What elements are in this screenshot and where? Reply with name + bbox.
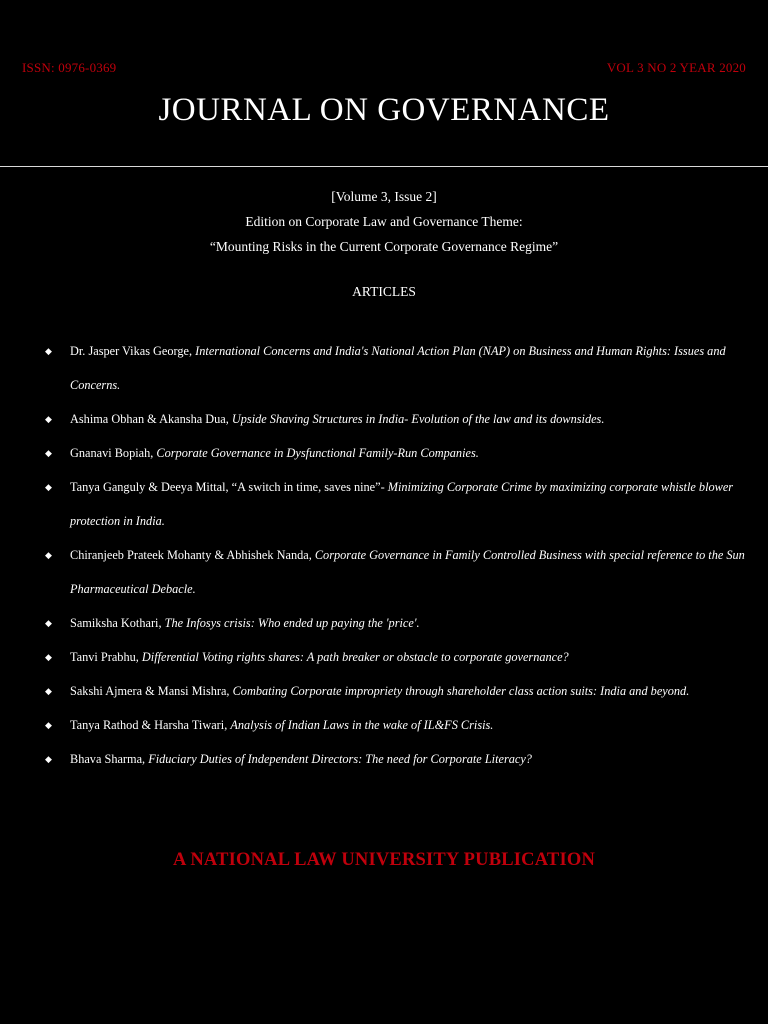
list-item <box>40 334 768 402</box>
article-authors: Samiksha Kothari, <box>70 616 165 630</box>
diamond-bullet-icon: ◆ <box>45 482 52 492</box>
diamond-bullet-icon: ◆ <box>45 754 52 764</box>
edition-theme-title: “Mounting Risks in the Current Corporate Governance Regime” <box>209 239 559 254</box>
article-title: Corporate Governance in Family Controlled Business with special reference to the Sun Pharmaceutical Debacle. <box>70 548 745 596</box>
list-item <box>40 606 768 640</box>
article-title: International Concerns and India's National Action Plan (NAP) on Business and Human Rights: Issues and Concerns. <box>70 344 726 392</box>
diamond-bullet-icon: ◆ <box>45 652 52 662</box>
list-item <box>40 742 768 776</box>
volume-year-label: VOL 3 NO 2 YEAR 2020 <box>606 60 746 75</box>
article-title: Differential Voting rights shares: A path breaker or obstacle to corporate governance? <box>141 650 569 664</box>
article-title: Analysis of Indian Laws in the wake of IL&FS Crisis. <box>230 718 494 732</box>
article-list <box>40 334 768 776</box>
article-authors: Chiranjeeb Prateek Mohanty & Abhishek Nanda, <box>70 548 315 562</box>
diamond-bullet-icon: ◆ <box>45 686 52 696</box>
article-title: Corporate Governance in Dysfunctional Family-Run Companies. <box>156 446 479 460</box>
article-authors: Tanvi Prabhu, <box>70 650 142 664</box>
article-title: The Infosys crisis: Who ended up paying the 'price'. <box>164 616 420 630</box>
list-item <box>40 538 768 606</box>
diamond-bullet-icon: ◆ <box>45 414 52 424</box>
diamond-bullet-icon: ◆ <box>45 618 52 628</box>
journal-title: JOURNAL ON GOVERNANCE <box>158 92 610 128</box>
article-title: Upside Shaving Structures in India- Evolution of the law and its downsides. <box>231 412 605 426</box>
edition-info <box>0 184 768 259</box>
list-item <box>40 640 768 674</box>
publisher-footer: A NATIONAL LAW UNIVERSITY PUBLICATION <box>172 850 596 870</box>
article-authors: Dr. Jasper Vikas George, <box>70 344 196 358</box>
diamond-bullet-icon: ◆ <box>45 346 52 356</box>
article-authors: Tanya Rathod & Harsha Tiwari, <box>70 718 231 732</box>
edition-volume-issue: [Volume 3, Issue 2] <box>331 189 437 204</box>
list-item <box>40 436 768 470</box>
article-authors: Tanya Ganguly & Deeya Mittal, “A switch in time, saves nine”- <box>70 480 388 494</box>
articles-heading: ARTICLES <box>352 284 416 299</box>
article-authors: Ashima Obhan & Akansha Dua, <box>70 412 232 426</box>
article-authors: Bhava Sharma, <box>70 752 149 766</box>
article-title: Fiduciary Duties of Independent Directors: The need for Corporate Literacy? <box>148 752 532 766</box>
list-item <box>40 708 768 742</box>
header-divider <box>0 166 768 167</box>
article-authors: Sakshi Ajmera & Mansi Mishra, <box>70 684 233 698</box>
diamond-bullet-icon: ◆ <box>45 448 52 458</box>
article-title: Combating Corporate impropriety through shareholder class action suits: India and beyond. <box>232 684 690 698</box>
diamond-bullet-icon: ◆ <box>45 550 52 560</box>
article-title: Minimizing Corporate Crime by maximizing corporate whistle blower protection in India. <box>70 480 734 528</box>
issn-label: ISSN: 0976-0369 <box>22 60 117 75</box>
list-item <box>40 402 768 436</box>
edition-theme-label: Edition on Corporate Law and Governance Theme: <box>245 214 523 229</box>
article-authors: Gnanavi Bopiah, <box>70 446 157 460</box>
list-item <box>40 674 768 708</box>
diamond-bullet-icon: ◆ <box>45 720 52 730</box>
list-item <box>40 470 768 538</box>
